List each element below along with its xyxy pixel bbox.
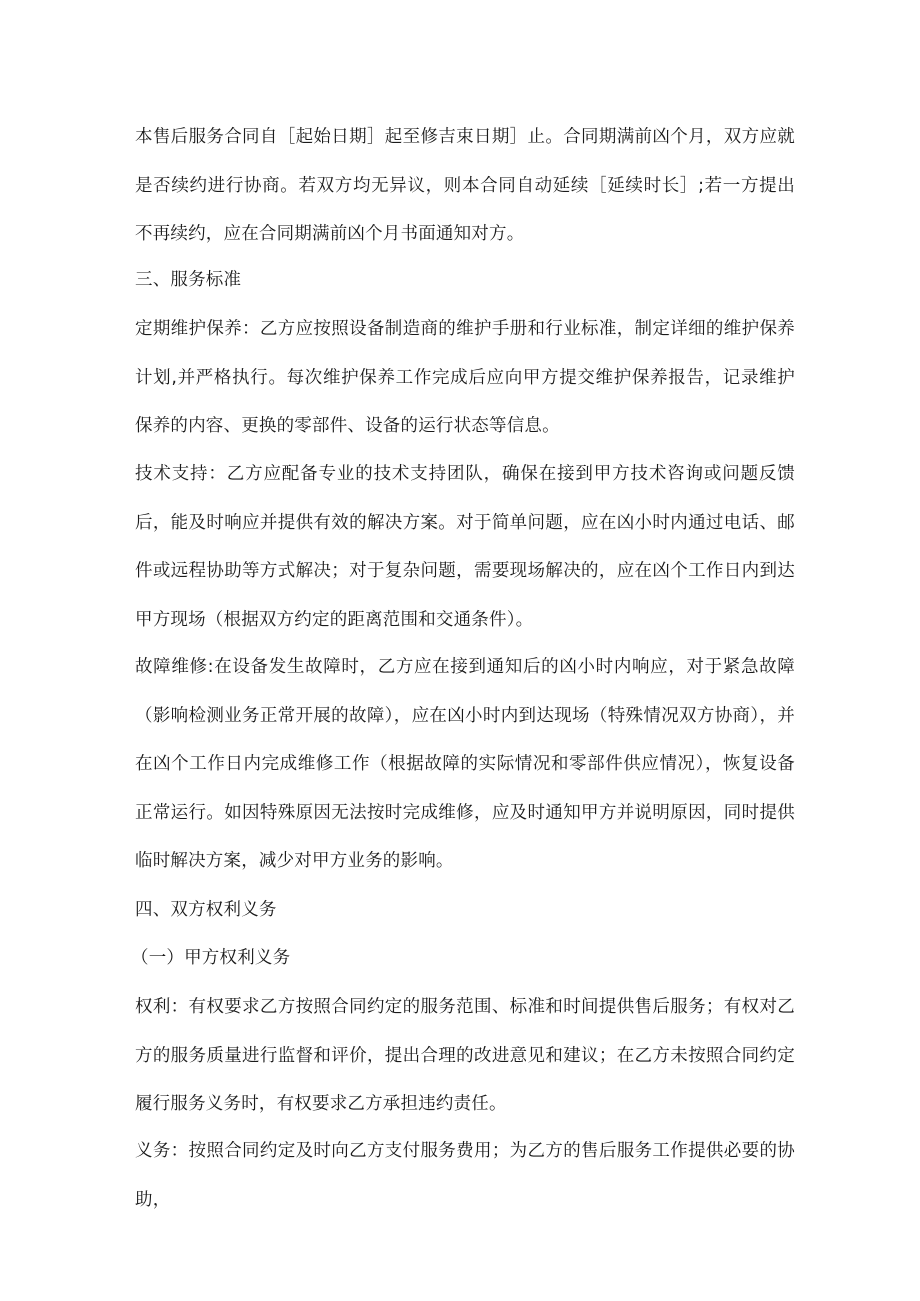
repair-paragraph: 故障维修:在设备发生故障时，乙方应在接到通知后的凶小时内响应，对于紧急故障（影响检测业务正常开展的故障），应在凶小时内到达现场（特殊情况双方协商），并在凶个工作日内完成维修工作（根据故障的实际情况和零部件供应情况），恢复设备正常运行。如因特殊原因无法按时完成维修，应及时通知甲方并说明原因，同时提供临时解决方案，减少对甲方业务的影响。: [135, 657, 795, 871]
rights-paragraph: 权利：有权要求乙方按照合同约定的服务范围、标准和时间提供售后服务；有权对乙方的服务质量进行监督和评价，提出合理的改进意见和建议；在乙方未按照合同约定履行服务义务时，有权要求乙方承担违约责任。: [135, 997, 795, 1114]
tech-support-paragraph: 技术支持：乙方应配备专业的技术支持团队，确保在接到甲方技术咨询或问题反馈后，能及时响应并提供有效的解决方案。对于简单问题，应在凶小时内通过电话、邮件或远程协助等方式解决；对于复杂问题，需要现场解决的，应在凶个工作日内到达甲方现场（根据双方约定的距离范围和交通条件）。: [135, 464, 795, 630]
section-3-heading: 三、服务标准: [135, 270, 242, 290]
obligations-paragraph: 义务：按照合同约定及时向乙方支付服务费用；为乙方的售后服务工作提供必要的协助，: [135, 1141, 795, 1210]
maintenance-paragraph: 定期维护保养：乙方应按照设备制造商的维护手册和行业标准，制定详细的维护保养计划,并严格执行。每次维护保养工作完成后应向甲方提交维护保养报告，记录维护保养的内容、更换的零部件、设备的运行状态等信息。: [135, 319, 795, 436]
subsection-1-heading: （一）甲方权利义务: [131, 948, 291, 968]
contract-term-paragraph: 本售后服务合同自［起始日期］起至修吉束日期］止。合同期满前凶个月，双方应就是否续约进行协商。若双方均无异议，则本合同自动延续［延续时长］;若一方提出不再续约，应在合同期满前凶个月书面通知对方。: [135, 127, 795, 244]
section-4-heading: 四、双方权利义务: [135, 900, 277, 920]
